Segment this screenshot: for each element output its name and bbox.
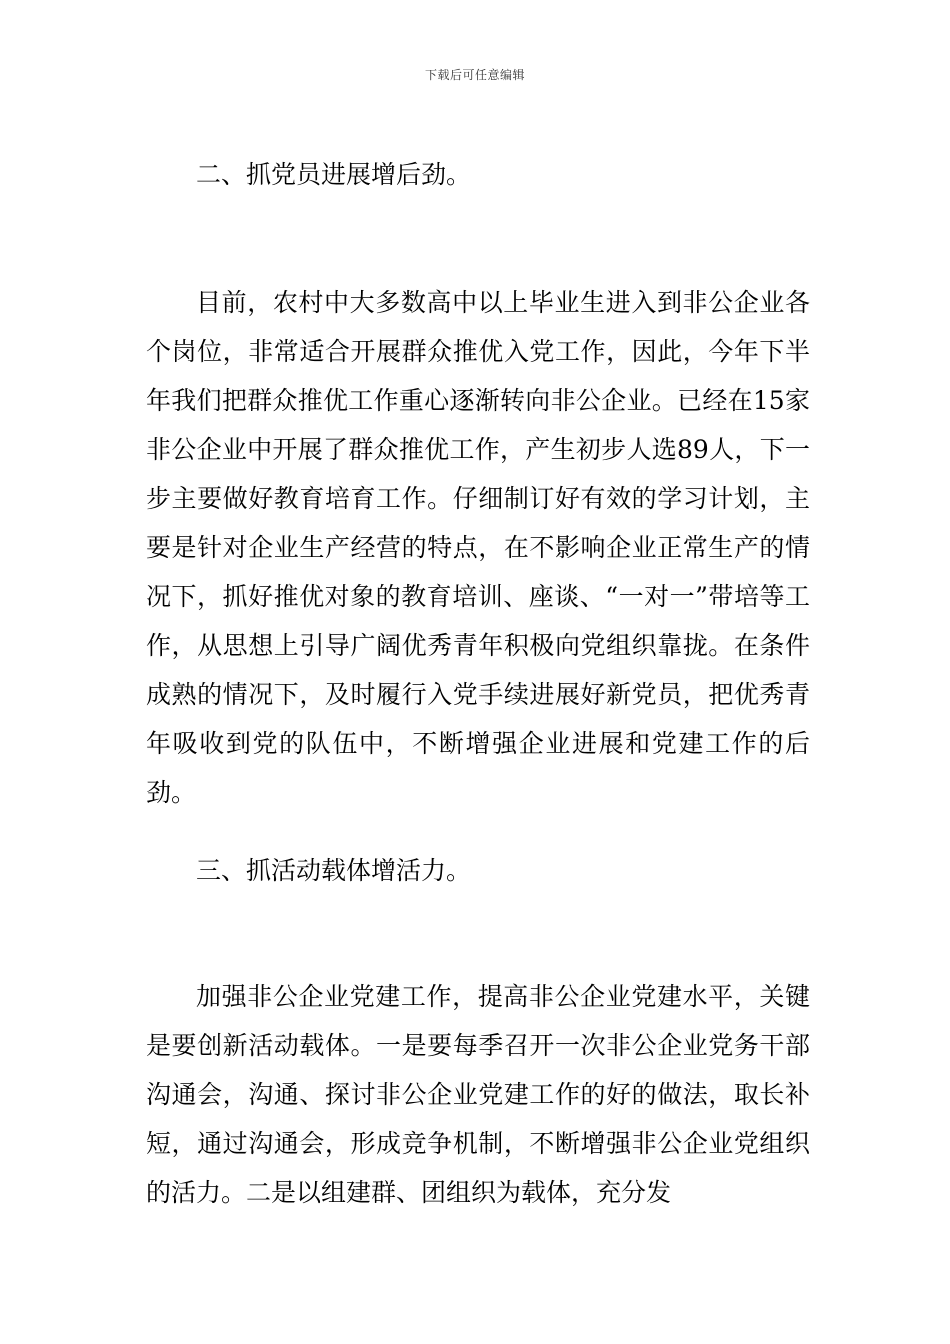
section-heading: 三、抓活动载体增活力。	[196, 856, 472, 885]
section-heading: 二、抓党员进展增后劲。	[196, 160, 472, 189]
section-paragraph: 加强非公企业党建工作，提高非公企业党建水平，关键是要创新活动载体。一是要每季召开一次非公企业党务干部沟通会，沟通、探讨非公企业党建工作的好的做法，取长补短，通过沟通会，形成竞争机制，不断增强非公企业党组织的活力。二是以组建群、团组织为载体，充分发	[146, 982, 810, 1207]
header-note: 下载后可任意编辑	[424, 68, 525, 82]
section-paragraph: 目前，农村中大多数高中以上毕业生进入到非公企业各个岗位，非常适合开展群众推优入党工作，因此，今年下半年我们把群众推优工作重心逐渐转向非公企业。已经在15家非公企业中开展了群众推优工作，产生初步人选89人，下一步主要做好教育培育工作。仔细制订好有效的学习计划，主要是针对企业生产经营的特点，在不影响企业正常生产的情况下，抓好推优对象的教育培训、座谈、“一对一”带培等工作，从思想上引导广阔优秀青年积极向党组织靠拢。在条件成熟的情况下，及时履行入党手续进展好新党员，把优秀青年吸收到党的队伍中，不断增强企业进展和党建工作的后劲。	[146, 288, 810, 807]
